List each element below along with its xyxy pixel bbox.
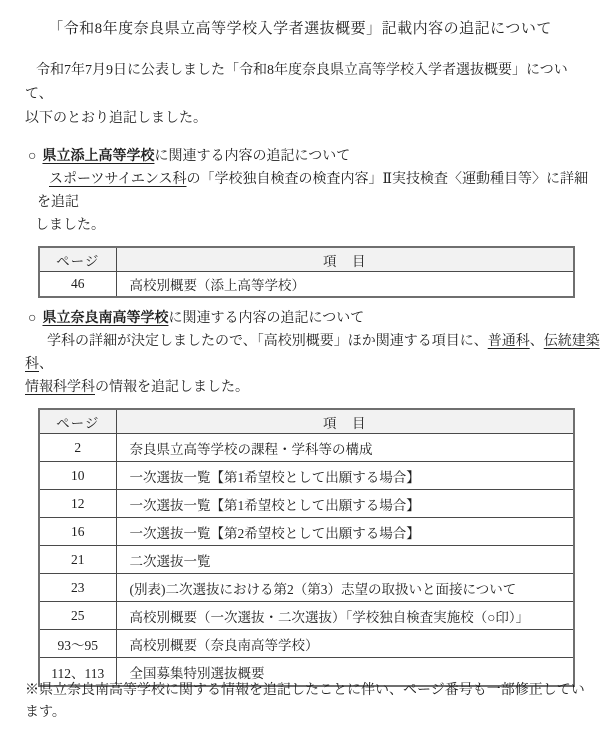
page-cell: 16 xyxy=(39,518,116,546)
item-cell: 高校別概要（奈良南高等学校） xyxy=(116,630,574,658)
circle-bullet: ○ xyxy=(28,149,37,164)
page-item-table xyxy=(38,408,575,687)
section-soejo xyxy=(0,145,600,298)
section-nara-minami xyxy=(0,307,600,687)
item-cell: 奈良県立高等学校の課程・学科等の構成 xyxy=(116,434,574,462)
table-row xyxy=(39,434,574,462)
table-header-row xyxy=(39,247,574,272)
item-column-header: 項 目 xyxy=(116,247,574,272)
page-cell: 12 xyxy=(39,490,116,518)
item-cell: 一次選抜一覧【第1希望校として出願する場合】 xyxy=(116,490,574,518)
body-text-segment: の「学校独自検査の検査内容」Ⅱ実技検査〈運動種目等〉に詳細を追記 xyxy=(37,172,588,210)
intro-line-2: 以下のとおり追記しました。 xyxy=(25,111,207,126)
section-heading-rest: に関連する内容の追記について xyxy=(154,149,351,164)
underlined-term: 情報科学科 xyxy=(25,380,95,395)
item-cell: 高校別概要（一次選抜・二次選抜）「学校独自検査実施校（○印）」 xyxy=(116,602,574,630)
section-body-line xyxy=(35,214,600,237)
body-text-segment: しました。 xyxy=(35,218,105,233)
body-text-segment: 、 xyxy=(529,334,544,349)
table-row xyxy=(39,602,574,630)
section-body-line xyxy=(25,376,600,399)
body-text-segment: 、 xyxy=(39,357,53,372)
table-row xyxy=(39,630,574,658)
section-body-line xyxy=(25,330,600,376)
page-cell: 10 xyxy=(39,462,116,490)
section-heading xyxy=(28,307,600,330)
intro-line-1: 令和7年7月9日に公表しました「令和8年度奈良県立高等学校入学者選抜概要」について、 xyxy=(25,63,568,102)
page-cell: 93～95 xyxy=(39,630,116,658)
body-text-segment: の情報を追記しました。 xyxy=(95,380,249,395)
section-heading xyxy=(28,145,600,168)
section-body-line xyxy=(37,168,600,214)
table-header-row xyxy=(39,409,574,434)
page-cell: 2 xyxy=(39,434,116,462)
intro-paragraph xyxy=(25,59,580,131)
page-cell: 46 xyxy=(39,272,116,298)
item-cell: 一次選抜一覧【第2希望校として出願する場合】 xyxy=(116,518,574,546)
table-row xyxy=(39,546,574,574)
item-cell: 二次選抜一覧 xyxy=(116,546,574,574)
page-cell: 112、113 xyxy=(39,658,116,687)
underlined-term: 伝統建築科 xyxy=(25,334,600,372)
table-row xyxy=(39,490,574,518)
page-item-table xyxy=(38,246,575,298)
school-name-emphasis: 県立奈良南高等学校 xyxy=(42,311,169,326)
table-row xyxy=(39,272,574,298)
page-cell: 23 xyxy=(39,574,116,602)
school-name-emphasis: 県立添上高等学校 xyxy=(42,149,155,164)
item-column-header: 項 目 xyxy=(116,409,574,434)
item-cell: (別表)二次選抜における第2（第3）志望の取扱いと面接について xyxy=(116,574,574,602)
underlined-term: 普通科 xyxy=(487,334,530,349)
circle-bullet: ○ xyxy=(28,311,37,326)
page-cell: 25 xyxy=(39,602,116,630)
document-title: 「令和8年度奈良県立高等学校入学者選抜概要」記載内容の追記について xyxy=(48,21,552,37)
page-column-header: ページ xyxy=(39,409,116,434)
table-row xyxy=(39,462,574,490)
item-cell: 全国募集特別選抜概要 xyxy=(116,658,574,687)
section-heading-rest: に関連する内容の追記について xyxy=(168,311,365,326)
page-column-header: ページ xyxy=(39,247,116,272)
underlined-term: スポーツサイエンス科 xyxy=(49,172,187,187)
item-cell: 高校別概要（添上高等学校） xyxy=(116,272,574,298)
table-row xyxy=(39,518,574,546)
item-cell: 一次選抜一覧【第1希望校として出願する場合】 xyxy=(116,462,574,490)
body-text-segment: 学科の詳細が決定しましたので、「高校別概要」ほか関連する項目に、 xyxy=(47,334,488,349)
table-row xyxy=(39,574,574,602)
footnote: ※県立奈良南高等学校に関する情報を追記したことに伴い、ページ番号も一部修正しています。 xyxy=(25,683,585,720)
page-cell: 21 xyxy=(39,546,116,574)
